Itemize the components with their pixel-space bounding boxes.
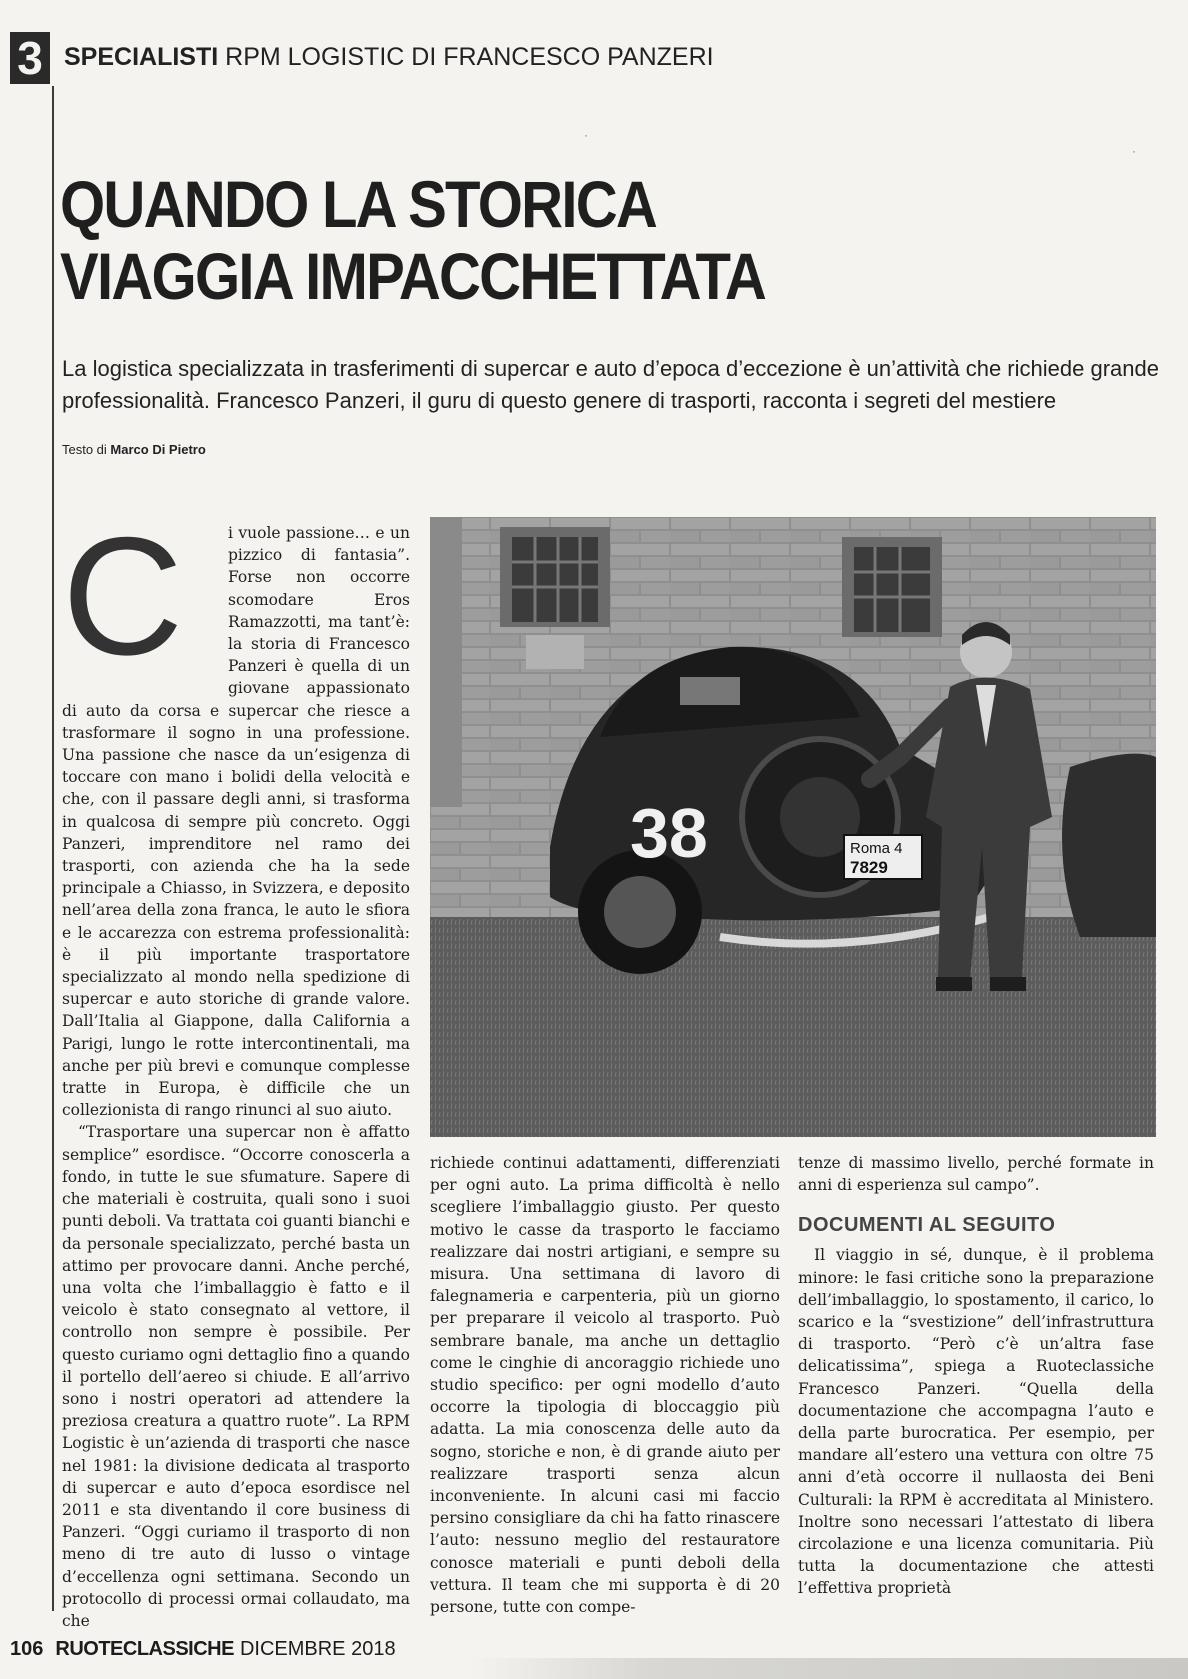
second-car <box>1062 754 1156 937</box>
kicker-rest: RPM LOGISTIC DI FRANCESCO PANZERI <box>218 43 714 71</box>
section-marker <box>10 32 50 84</box>
article-paragraph: richiede continui adattamenti, differenziati per ogni auto. La prima difficoltà è nello scegliere l’imballaggio giusto. Per questo motivo le casse da trasporto le facciamo realizzare dai nostri artigiani, e sempre su misura. Una settimana di lavoro di falegnameria e carpenteria, più un giorno per preparare il veicolo al trasporto. Può sembrare banale, ma anche un dettaglio come le cinghie di ancoraggio richiede uno studio specifico: per ogni modello d’auto occorre la tipologia di bloccaggio più adatta. La mia conoscenza delle auto da sogno, storiche e non, è di grande aiuto per realizzare trasporti senza alcun inconveniente. In alcuni casi mi faccio persino consigliare da chi ha fatto rinascere l’auto: nessuno meglio del restauratore conosce materiali e punti deboli della vettura. Il team che mi supporta è di 20 persone, tutte con compe- <box>430 1154 780 1617</box>
standfirst: La logistica specializzata in trasferimenti di supercar e auto d’epoca d’eccezione è un’attività che richiede grande professionalità. Francesco Panzeri, il guru di questo genere di trasporti, racconta i segreti del mestiere <box>62 356 1159 413</box>
article-paragraph: i vuole passione… e un pizzico di fantasia”. Forse non occorre scomodare Eros Ramazzotti, ma tant’è: la storia di Francesco Panzeri è quella di un giovane appassionato di auto da corsa e supercar che riesce a trasformare il sogno in una professione. Una passione che nasce da un’esigenza di toccare con mano i bolidi della velocità e che, con il passare degli anni, si trasforma in qualcosa di sempre più concreto. Oggi Panzeri, imprenditore nel ramo dei trasporti, con azienda che ha la sede principale a Chiasso, in Svizzera, e deposito nell’area della zona franca, le auto le sfiora e le accarezza con estrema professionalità: è il più importante trasportatore specializzato al mondo nella spedizione di supercar e auto storiche di grande valore. Dall’Italia al Giappone, dalla California a Parigi, lungo le rotte intercontinentali, ma anche per più brevi e comunque complesse tratte in Europa, è difficile che un collezionista di rango rinunci al suo aiuto. <box>62 524 410 1120</box>
issue-date: DICEMBRE 2018 <box>239 1638 396 1660</box>
page-number: 106 <box>10 1638 44 1660</box>
lawn <box>430 917 1156 1137</box>
plate-line-1: Roma 4 <box>850 840 903 857</box>
article-paragraph: “Trasportare una supercar non è affatto semplice” esordisce. “Occorre conoscerla a fondo, in tutte le sue sfumature. Sapere di che materiali è costruita, quali sono i suoi punti deboli. Va trattata coi guanti bianchi e da personale specializzato, perché basta un attimo per provocare danni. Anche perché, una volta che l’imballaggio è fatto e il veicolo è stato consegnato al vettore, il controllo non sempre è possibile. Per questo curiamo ogni dettaglio fino a quando il portello dell’aereo si chiude. E all’arrivo sono i nostri operatori ad attendere la preziosa creatura a quattro ruote”. La RPM Logistic è un’azienda di trasporti che nasce nel 1981: la divisione dedicata al trasporto di supercar e auto d’epoca esordisce nel 2011 e sta diventando il core business di Panzeri. “Oggi curiamo il trasporto di non meno di tre auto di lusso o vintage d’eccellenza ogni settimana. Secondo un protocollo di processi ormai collaudato, ma che <box>62 1123 410 1630</box>
article-photo <box>430 517 1156 1137</box>
headline-line-1: QUANDO LA STORICA <box>60 167 657 241</box>
plate-line-2: 7829 <box>850 858 888 877</box>
section-marker-glyph: 3 <box>17 32 43 84</box>
photo-illustration <box>430 517 1156 1137</box>
kicker-bold: SPECIALISTI <box>64 43 219 71</box>
race-number: 38 <box>630 794 708 872</box>
subheading: DOCUMENTI AL SEGUITO <box>798 1214 1056 1237</box>
scan-edge <box>470 1658 1188 1679</box>
headline <box>60 168 765 312</box>
article-column-1 <box>62 502 410 1632</box>
window-right <box>842 537 942 637</box>
section-kicker <box>64 40 714 74</box>
vertical-rule <box>52 86 54 1611</box>
byline-author: Marco Di Pietro <box>110 442 206 457</box>
byline <box>62 442 206 457</box>
magazine-name: RUOTECLASSICHE <box>55 1638 234 1660</box>
drop-cap: C <box>62 502 184 690</box>
page-footer <box>10 1637 396 1661</box>
article-paragraph: tenze di massimo livello, perché formate in anni di esperienza sul campo”. <box>798 1154 1154 1195</box>
article-paragraph: Il viaggio in sé, dunque, è il problema minore: le fasi critiche sono la preparazione dell’imballaggio, lo spostamento, il carico, lo scarico e la “svestizione” dell’infrastruttura di trasporto. “Però c’è un’altra fase delicatissima”, spiega a Ruoteclassiche Francesco Panzeri. “Quella della documentazione che accompagna l’auto e della parte burocratica. Per esempio, per mandare all’estero una vettura con oltre 75 anni d’età occorre il nullaosta dei Beni Culturali: la RPM è accreditata al Ministero. Inoltre sono necessari l’attestato di libera circolazione e una licenza comunitaria. Più tutta la documentazione che attesti l’effettiva proprietà <box>798 1246 1154 1598</box>
article-column-2 <box>430 1152 780 1618</box>
pilaster <box>430 517 462 807</box>
scan-speck: · <box>1132 144 1136 158</box>
headline-line-2: VIAGGIA IMPACCHETTATA <box>60 239 766 313</box>
scan-speck: · <box>584 128 588 142</box>
article-column-3 <box>798 1152 1154 1600</box>
byline-prefix: Testo di <box>62 442 111 457</box>
